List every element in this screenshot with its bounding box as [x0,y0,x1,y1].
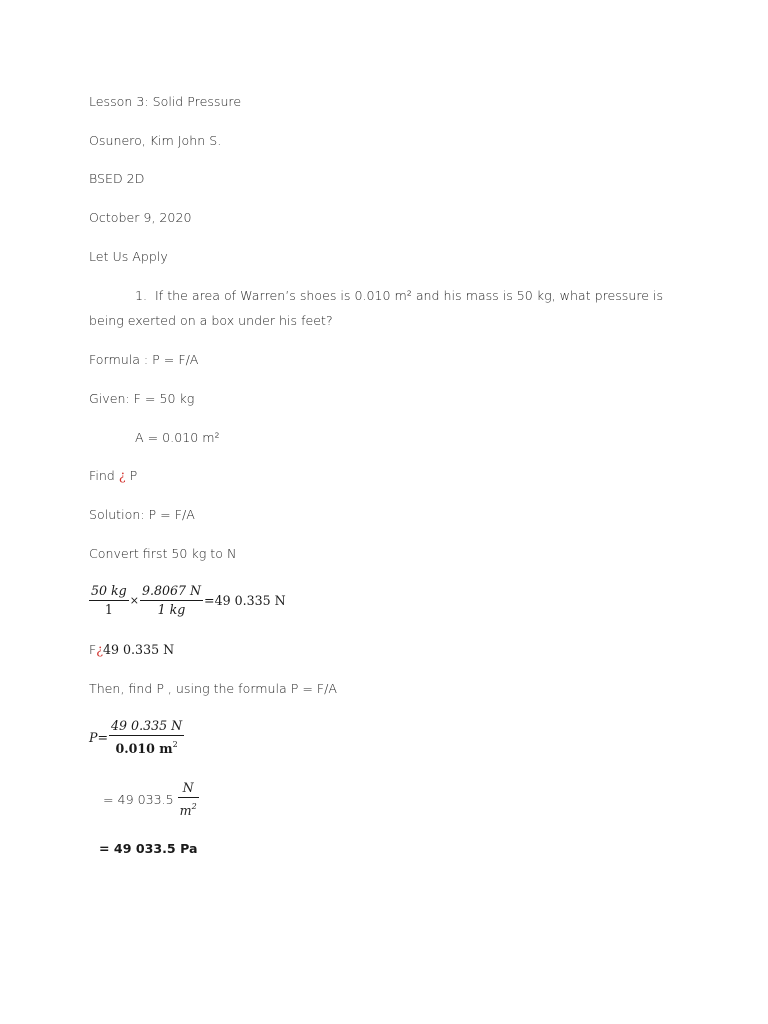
pressure-denominator-exponent: 2 [172,740,178,749]
given-f-line: Given: F = 50 kg [89,391,195,406]
date-label: October 9, 2020 [89,210,192,225]
step2-denominator-base: m [179,803,192,818]
problem-line-1 [135,288,663,304]
find-glyph: ¿ [118,468,126,483]
conversion-denominator-1: 1 [104,602,113,617]
solution-line: Solution: P = F/A [89,507,195,522]
then-line: Then, find P , using the formula P = F/A [89,681,338,696]
find-suffix: P [129,468,138,483]
conversion-denominator-2: 1 kg [157,602,186,617]
activity-heading: Let Us Apply [89,249,168,264]
pressure-label: P= [89,730,109,745]
pressure-step-2 [103,780,199,819]
pressure-denominator [109,736,184,757]
convert-line: Convert first 50 kg to N [89,546,237,561]
conversion-fraction-1 [89,583,129,618]
final-answer: = 49 033.5 Pa [99,841,198,856]
conversion-equation [89,583,286,618]
conversion-result: =49 0.335 N [204,593,286,608]
conversion-fraction-2 [140,583,203,618]
problem-number: 1. [135,288,148,303]
pressure-numerator: 49 0.335 N [109,718,184,736]
pressure-equation [89,718,184,757]
step2-numerator: N [178,780,199,798]
step2-prefix: = 49 033.5 [103,792,174,807]
pressure-fraction [109,718,184,757]
pressure-denominator-base: 0.010 m [115,741,173,756]
formula-line: Formula : P = F/A [89,352,199,367]
conversion-numerator-2: 9.8067 N [140,583,203,601]
section-label: BSED 2D [89,171,145,186]
force-prefix: F [89,642,97,657]
step2-fraction [178,780,199,819]
force-value: 49 0.335 N [103,642,175,657]
conversion-numerator-1: 50 kg [89,583,129,601]
force-glyph: ¿ [96,642,104,657]
problem-line-2: being exerted on a box under his feet? [89,313,333,328]
find-prefix: Find [89,468,115,483]
step2-denominator-exponent: 2 [191,802,197,811]
lesson-title: Lesson 3: Solid Pressure [89,94,242,109]
force-line [89,642,174,658]
find-line [89,468,137,484]
given-a-line: A = 0.010 m² [135,430,220,445]
times-sign: × [129,594,139,607]
student-name: Osunero, Kim John S. [89,133,222,148]
step2-denominator [178,798,199,819]
problem-text-1: If the area of Warren’s shoes is 0.010 m² and his mass is 50 kg, what pressure is [155,288,664,303]
